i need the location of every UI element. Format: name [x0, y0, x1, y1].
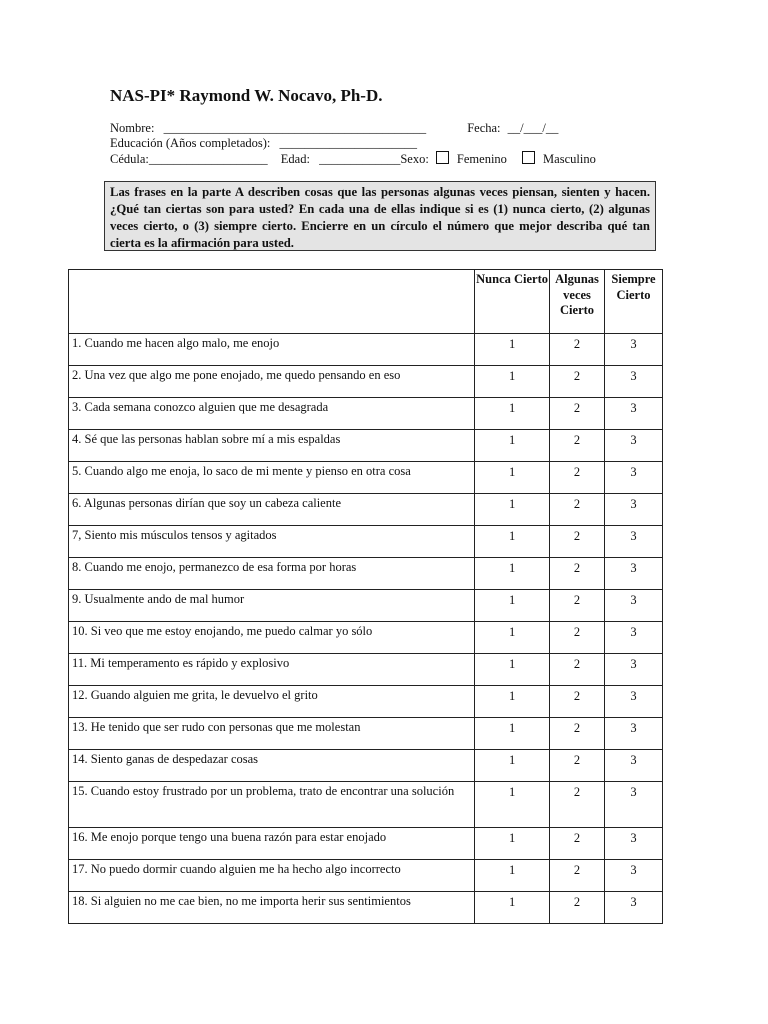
edad-field[interactable]: _____________	[319, 152, 401, 166]
answer-nunca-cierto[interactable]: 1	[475, 398, 550, 430]
question-text: 12. Guando alguien me grita, le devuelvo el grito	[69, 686, 475, 718]
answer-algunas-veces-cierto[interactable]: 2	[550, 622, 605, 654]
answer-siempre-cierto[interactable]: 3	[605, 334, 663, 366]
femenino-label: Femenino	[456, 152, 507, 166]
question-text: 5. Cuando algo me enoja, lo saco de mi mente y pienso en otra cosa	[69, 462, 475, 494]
nombre-row	[110, 121, 558, 136]
question-text: 13. He tenido que ser rudo con personas que me molestan	[69, 718, 475, 750]
answer-nunca-cierto[interactable]: 1	[475, 430, 550, 462]
educacion-row	[110, 136, 417, 151]
answer-nunca-cierto[interactable]: 1	[475, 494, 550, 526]
question-text: 17. No puedo dormir cuando alguien me ha hecho algo incorrecto	[69, 860, 475, 892]
table-row	[69, 782, 663, 828]
answer-nunca-cierto[interactable]: 1	[475, 860, 550, 892]
edad-label: Edad:	[280, 152, 310, 166]
answer-algunas-veces-cierto[interactable]: 2	[550, 750, 605, 782]
answer-siempre-cierto[interactable]: 3	[605, 398, 663, 430]
answer-nunca-cierto[interactable]: 1	[475, 750, 550, 782]
table-row	[69, 860, 663, 892]
question-text: 6. Algunas personas dirían que soy un cabeza caliente	[69, 494, 475, 526]
header-item	[69, 270, 475, 334]
masculino-checkbox[interactable]	[522, 151, 535, 164]
answer-nunca-cierto[interactable]: 1	[475, 654, 550, 686]
educacion-label: Educación (Años completados):	[110, 136, 271, 150]
question-text: 18. Si alguien no me cae bien, no me importa herir sus sentimientos	[69, 892, 475, 924]
instructions-box: Las frases en la parte A describen cosas que las personas algunas veces piensan, sienten y hacen. ¿Qué tan ciertas son para usted? En cada una de ellas indique si es (1) nunca cierto, (2) algunas veces cierto, o (3) siempre cierto. Encierre en un círculo el número que mejor describa qué tan cierta es la afirmación para usted.	[104, 181, 656, 251]
cedula-label: Cédula:	[110, 152, 149, 166]
femenino-checkbox[interactable]	[436, 151, 449, 164]
table-row	[69, 462, 663, 494]
educacion-field[interactable]: ______________________	[279, 136, 417, 150]
table-row	[69, 526, 663, 558]
answer-nunca-cierto[interactable]: 1	[475, 526, 550, 558]
answer-algunas-veces-cierto[interactable]: 2	[550, 366, 605, 398]
table-row	[69, 398, 663, 430]
answer-nunca-cierto[interactable]: 1	[475, 558, 550, 590]
fecha-field[interactable]: __/___/__	[507, 121, 559, 135]
answer-siempre-cierto[interactable]: 3	[605, 430, 663, 462]
question-text: 3. Cada semana conozco alguien que me desagrada	[69, 398, 475, 430]
table-row	[69, 494, 663, 526]
header-algunas-veces-cierto: Algunas veces Cierto	[550, 270, 605, 334]
answer-siempre-cierto[interactable]: 3	[605, 828, 663, 860]
table-row	[69, 654, 663, 686]
answer-algunas-veces-cierto[interactable]: 2	[550, 494, 605, 526]
answer-siempre-cierto[interactable]: 3	[605, 462, 663, 494]
answer-nunca-cierto[interactable]: 1	[475, 686, 550, 718]
table-row	[69, 828, 663, 860]
answer-algunas-veces-cierto[interactable]: 2	[550, 686, 605, 718]
cedula-field[interactable]: ___________________	[148, 152, 268, 166]
answer-nunca-cierto[interactable]: 1	[475, 366, 550, 398]
nombre-field[interactable]: __________________________________________	[163, 121, 427, 135]
question-text: 2. Una vez que algo me pone enojado, me quedo pensando en eso	[69, 366, 475, 398]
table-row	[69, 750, 663, 782]
table-row	[69, 558, 663, 590]
answer-siempre-cierto[interactable]: 3	[605, 892, 663, 924]
nombre-label: Nombre:	[110, 121, 155, 135]
answer-nunca-cierto[interactable]: 1	[475, 334, 550, 366]
table-row	[69, 892, 663, 924]
document-title: NAS-PI* Raymond W. Nocavo, Ph-D.	[110, 86, 383, 105]
answer-algunas-veces-cierto[interactable]: 2	[550, 654, 605, 686]
table-row	[69, 334, 663, 366]
answer-algunas-veces-cierto[interactable]: 2	[550, 398, 605, 430]
question-text: 7, Siento mis músculos tensos y agitados	[69, 526, 475, 558]
answer-algunas-veces-cierto[interactable]: 2	[550, 430, 605, 462]
answer-algunas-veces-cierto[interactable]: 2	[550, 718, 605, 750]
answer-algunas-veces-cierto[interactable]: 2	[550, 892, 605, 924]
answer-siempre-cierto[interactable]: 3	[605, 526, 663, 558]
table-row	[69, 686, 663, 718]
answer-algunas-veces-cierto[interactable]: 2	[550, 526, 605, 558]
answer-nunca-cierto[interactable]: 1	[475, 782, 550, 828]
question-text: 15. Cuando estoy frustrado por un problema, trato de encontrar una solución	[69, 782, 475, 828]
answer-algunas-veces-cierto[interactable]: 2	[550, 782, 605, 828]
answer-nunca-cierto[interactable]: 1	[475, 718, 550, 750]
answer-siempre-cierto[interactable]: 3	[605, 686, 663, 718]
questionnaire-table	[68, 269, 663, 924]
fecha-label: Fecha:	[467, 121, 501, 135]
table-row	[69, 622, 663, 654]
answer-algunas-veces-cierto[interactable]: 2	[550, 828, 605, 860]
question-text: 9. Usualmente ando de mal humor	[69, 590, 475, 622]
answer-nunca-cierto[interactable]: 1	[475, 892, 550, 924]
answer-siempre-cierto[interactable]: 3	[605, 494, 663, 526]
table-row	[69, 366, 663, 398]
question-text: 10. Si veo que me estoy enojando, me puedo calmar yo sólo	[69, 622, 475, 654]
answer-siempre-cierto[interactable]: 3	[605, 622, 663, 654]
answer-nunca-cierto[interactable]: 1	[475, 828, 550, 860]
header-siempre-cierto: Siempre Cierto	[605, 270, 663, 334]
header-row	[69, 270, 663, 334]
answer-siempre-cierto[interactable]: 3	[605, 750, 663, 782]
answer-siempre-cierto[interactable]: 3	[605, 654, 663, 686]
answer-siempre-cierto[interactable]: 3	[605, 366, 663, 398]
header-nunca-cierto: Nunca Cierto	[475, 270, 550, 334]
question-text: 16. Me enojo porque tengo una buena razón para estar enojado	[69, 828, 475, 860]
cedula-row	[110, 151, 596, 167]
table-row	[69, 430, 663, 462]
question-text: 11. Mi temperamento es rápido y explosivo	[69, 654, 475, 686]
table-row	[69, 718, 663, 750]
answer-nunca-cierto[interactable]: 1	[475, 622, 550, 654]
answer-siempre-cierto[interactable]: 3	[605, 860, 663, 892]
question-text: 14. Siento ganas de despedazar cosas	[69, 750, 475, 782]
answer-siempre-cierto[interactable]: 3	[605, 590, 663, 622]
answer-algunas-veces-cierto[interactable]: 2	[550, 590, 605, 622]
answer-algunas-veces-cierto[interactable]: 2	[550, 558, 605, 590]
question-text: 1. Cuando me hacen algo malo, me enojo	[69, 334, 475, 366]
question-text: 8. Cuando me enojo, permanezco de esa forma por horas	[69, 558, 475, 590]
masculino-label: Masculino	[543, 152, 596, 166]
question-text: 4. Sé que las personas hablan sobre mí a mis espaldas	[69, 430, 475, 462]
answer-nunca-cierto[interactable]: 1	[475, 590, 550, 622]
answer-algunas-veces-cierto[interactable]: 2	[550, 462, 605, 494]
answer-siempre-cierto[interactable]: 3	[605, 782, 663, 828]
table-row	[69, 590, 663, 622]
answer-siempre-cierto[interactable]: 3	[605, 558, 663, 590]
answer-nunca-cierto[interactable]: 1	[475, 462, 550, 494]
answer-algunas-veces-cierto[interactable]: 2	[550, 860, 605, 892]
answer-siempre-cierto[interactable]: 3	[605, 718, 663, 750]
answer-algunas-veces-cierto[interactable]: 2	[550, 334, 605, 366]
sexo-label: Sexo:	[400, 152, 429, 166]
